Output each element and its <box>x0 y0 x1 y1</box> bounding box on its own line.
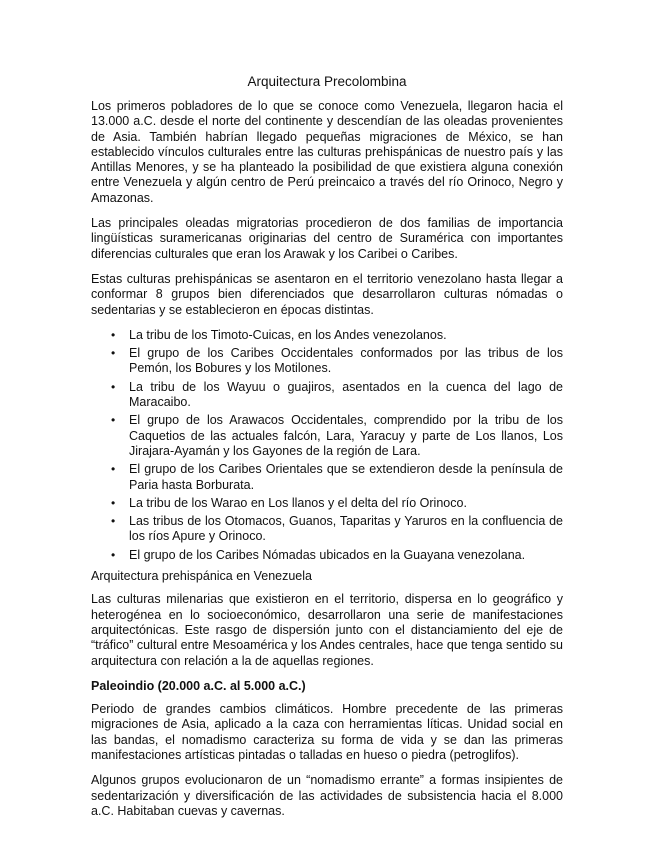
list-item-text: La tribu de los Wayuu o guajiros, asentados en la cuenca del lago de Maracaibo. <box>129 379 563 410</box>
list-item <box>91 548 563 563</box>
list-item <box>91 380 563 411</box>
paleo-paragraph-1: Periodo de grandes cambios climáticos. Hombre precedente de las primeras migraciones de Asia, aplicado a la caza con herramientas líticas. Unidad social en las bandas, el nomadismo caracteriza su forma de vida y se dan las primeras manifestaciones artísticas pintadas o talladas en hueso o piedra (petroglifos). <box>91 702 563 762</box>
section-heading: Paleoindio (20.000 a.C. al 5.000 a.C.) <box>91 678 306 693</box>
paleo-paragraph-2: Algunos grupos evolucionaron de un “nomadismo errante” a formas insipientes de sedentarización y diversificación de las actividades de subsistencia hacia el 8.000 a.C. Habitaban cuevas y cavernas. <box>91 773 563 818</box>
bullet-icon: • <box>111 346 116 361</box>
bullet-icon: • <box>111 462 116 477</box>
list-item-text: Las tribus de los Otomacos, Guanos, Taparitas y Yaruros en la confluencia de los ríos Apure y Orinoco. <box>129 514 563 544</box>
list-item-text: La tribu de los Warao en Los llanos y el delta del río Orinoco. <box>129 495 467 510</box>
list-item <box>91 346 563 377</box>
bullet-icon: • <box>111 495 116 510</box>
list-item-text: El grupo de los Caribes Occidentales conformados por las tribus de los Pemón, los Bobures y los Motilones. <box>129 346 563 376</box>
groups-list <box>91 328 563 563</box>
list-item-text: El grupo de los Caribes Nómadas ubicados en la Guayana venezolana. <box>129 547 526 562</box>
list-item <box>91 514 563 545</box>
section-subtitle: Arquitectura prehispánica en Venezuela <box>91 569 312 584</box>
document-title: Arquitectura Precolombina <box>247 74 407 89</box>
list-item <box>91 413 563 459</box>
bullet-icon: • <box>111 547 116 562</box>
list-item-text: La tribu de los Timoto-Cuicas, en los Andes venezolanos. <box>129 327 447 342</box>
architecture-paragraph: Las culturas milenarias que existieron en el territorio, dispersa en lo geográfico y heterogénea en lo socioeconómico, desarrollaron una serie de manifestaciones arquitectónicas. Este rasgo de dispersión junto con el distanciamiento del eje de “tráfico” cultural entre Mesoamérica y los Andes centrales, hace que tenga sentido su arquitectura con relación a la de aquellas regiones. <box>91 592 563 668</box>
list-item-text: El grupo de los Arawacos Occidentales, comprendido por la tribu de los Caquetios de las actuales falcón, Lara, Yaracuy y parte de Los llanos, Los Jirajara-Ayamán y los Gayones de la región de Lara. <box>129 413 563 458</box>
bullet-icon: • <box>111 327 116 342</box>
list-item <box>91 496 563 511</box>
list-item <box>91 462 563 493</box>
intro-paragraph-1: Los primeros pobladores de lo que se conoce como Venezuela, llegaron hacia el 13.000 a.C. desde el norte del continente y descendían de las oleadas provenientes de Asia. También habrían llegado pequeñas migraciones de México, se han establecido vínculos culturales entre las culturas prehispánicas de nuestro país y las Antillas Menores, y se ha planteado la posibilidad de que existiera alguna conexión entre Venezuela y algún centro de Perú preincaico a través del río Orinoco, Negro y Amazonas. <box>91 99 563 205</box>
intro-paragraph-3: Estas culturas prehispánicas se asentaron en el territorio venezolano hasta llegar a conformar 8 grupos bien diferenciados que desarrollaron culturas nómadas o sedentarias y se establecieron en épocas distintas. <box>91 271 563 317</box>
bullet-icon: • <box>111 379 116 394</box>
bullet-icon: • <box>111 514 116 529</box>
bullet-icon: • <box>111 413 116 428</box>
list-item-text: El grupo de los Caribes Orientales que se extendieron desde la península de Paria hasta Borburata. <box>129 462 563 492</box>
intro-paragraph-2: Las principales oleadas migratorias procedieron de dos familias de importancia lingüísticas suramericanas originarias del centro de Suramérica con importantes diferencias culturales que eran los Arawak y los Caribei o Caribes. <box>91 216 563 261</box>
list-item <box>91 328 563 343</box>
